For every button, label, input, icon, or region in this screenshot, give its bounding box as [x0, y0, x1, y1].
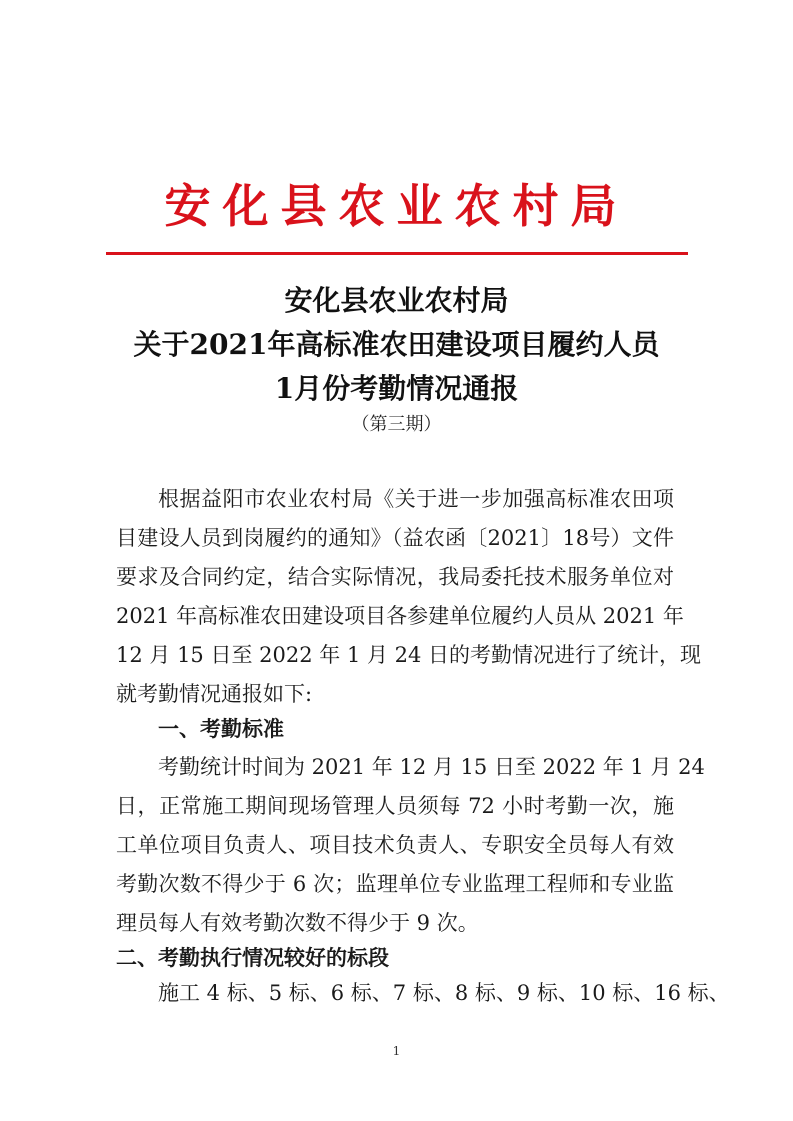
section-heading-1: 一、考勤标准 — [158, 717, 284, 741]
body-line-2: 目建设人员到岗履约的通知》（益农函〔2021〕18号）文件 — [116, 526, 674, 550]
letterhead-org-name: 安化县农业农村局 — [164, 179, 629, 233]
issue-number: （第三期） — [351, 414, 442, 435]
body-line-1: 根据益阳市农业农村局《关于进一步加强高标准农田项 — [158, 487, 674, 511]
body-line-8: 考勤统计时间为 2021 年 12 月 15 日至 2022 年 1 月 24 — [158, 755, 705, 779]
letterhead-red-rule — [106, 252, 688, 255]
body-line-4: 2021 年高标准农田建设项目各参建单位履约人员从 2021 年 — [116, 604, 684, 628]
body-line-14: 施工 4 标、5 标、6 标、7 标、8 标、9 标、10 标、16 标、 — [158, 981, 730, 1005]
page-number: 1 — [392, 1044, 401, 1058]
body-line-11: 考勤次数不得少于 6 次；监理单位专业监理工程师和专业监 — [116, 872, 674, 896]
document-title-line-3: 1月份考勤情况通报 — [274, 372, 519, 405]
document-title-line-1: 安化县农业农村局 — [284, 284, 509, 317]
body-line-3: 要求及合同约定，结合实际情况，我局委托技术服务单位对 — [116, 565, 674, 589]
body-line-6: 就考勤情况通报如下: — [116, 682, 313, 706]
body-line-9: 日，正常施工期间现场管理人员须每 72 小时考勤一次，施 — [116, 794, 674, 818]
section-heading-2: 二、考勤执行情况较好的标段 — [116, 946, 389, 970]
document-title-line-2: 关于2021年高标准农田建设项目履约人员 — [133, 328, 660, 361]
body-line-5: 12 月 15 日至 2022 年 1 月 24 日的考勤情况进行了统计，现 — [116, 643, 702, 667]
body-line-10: 工单位项目负责人、项目技术负责人、专职安全员每人有效 — [116, 833, 674, 857]
body-line-12: 理员每人有效考勤次数不得少于 9 次。 — [116, 911, 479, 935]
